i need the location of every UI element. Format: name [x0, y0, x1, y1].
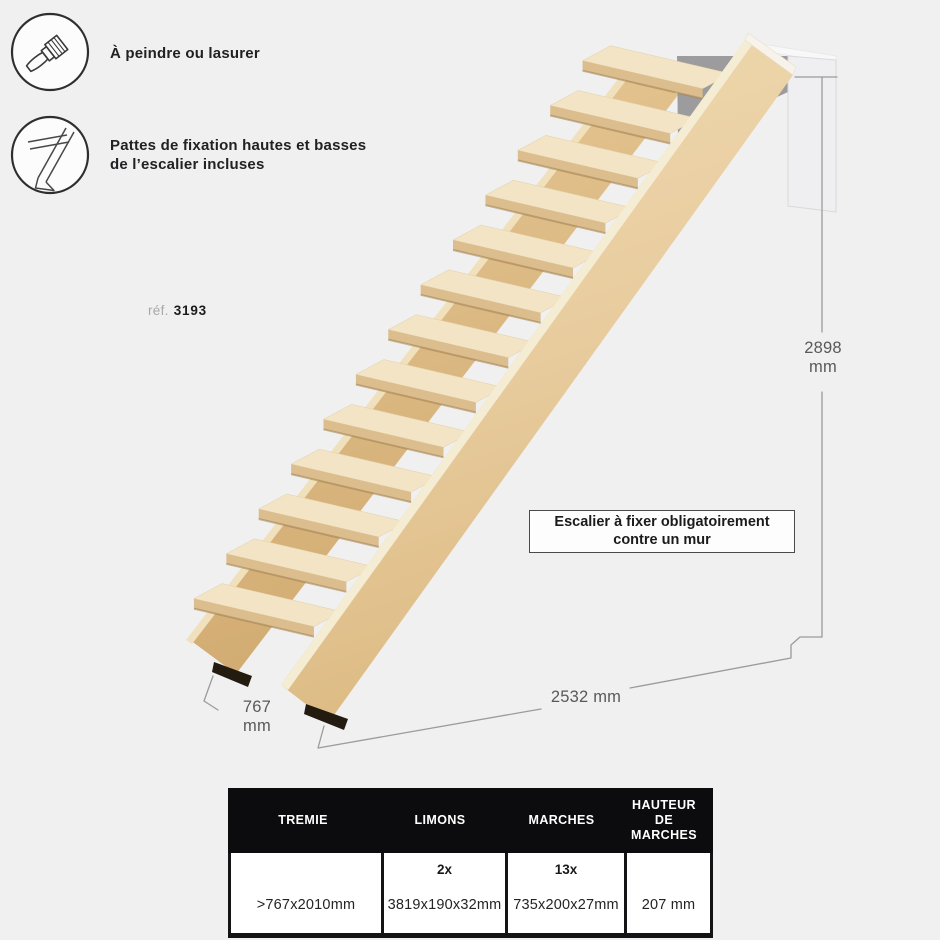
column-header-limons: LIMONS: [414, 813, 466, 827]
spec-table-header: [228, 788, 713, 853]
spec-table: [228, 788, 713, 938]
feature-label-fixation: Pattes de fixation hautes et basses de l’escalier incluses: [110, 137, 367, 173]
spec-table-row: [228, 853, 713, 938]
cell-limons: 2x 3819x190x32mm: [381, 853, 505, 933]
dimension-height: 2898 mm: [804, 339, 842, 376]
reference-number: 3193: [173, 303, 207, 318]
cell-tremie: >767x2010mm: [256, 897, 356, 913]
dimension-width: 767 mm: [242, 698, 272, 735]
column-header-marches: MARCHES: [528, 813, 595, 827]
wall-fixing-notice: Escalier à fixer obligatoirement contre un mur: [529, 510, 795, 553]
cell-marches: 13x 735x200x27mm: [505, 853, 624, 933]
feature-label-paint: À peindre ou lasurer: [110, 45, 260, 62]
column-header-tremie: TREMIE: [278, 813, 328, 827]
dimension-length: 2532 mm: [550, 688, 622, 706]
cell-hauteur-marches: 207 mm: [624, 853, 710, 933]
reference-label: réf.: [148, 303, 169, 318]
column-header-hauteur: HAUTEUR DE MARCHES: [631, 798, 697, 842]
